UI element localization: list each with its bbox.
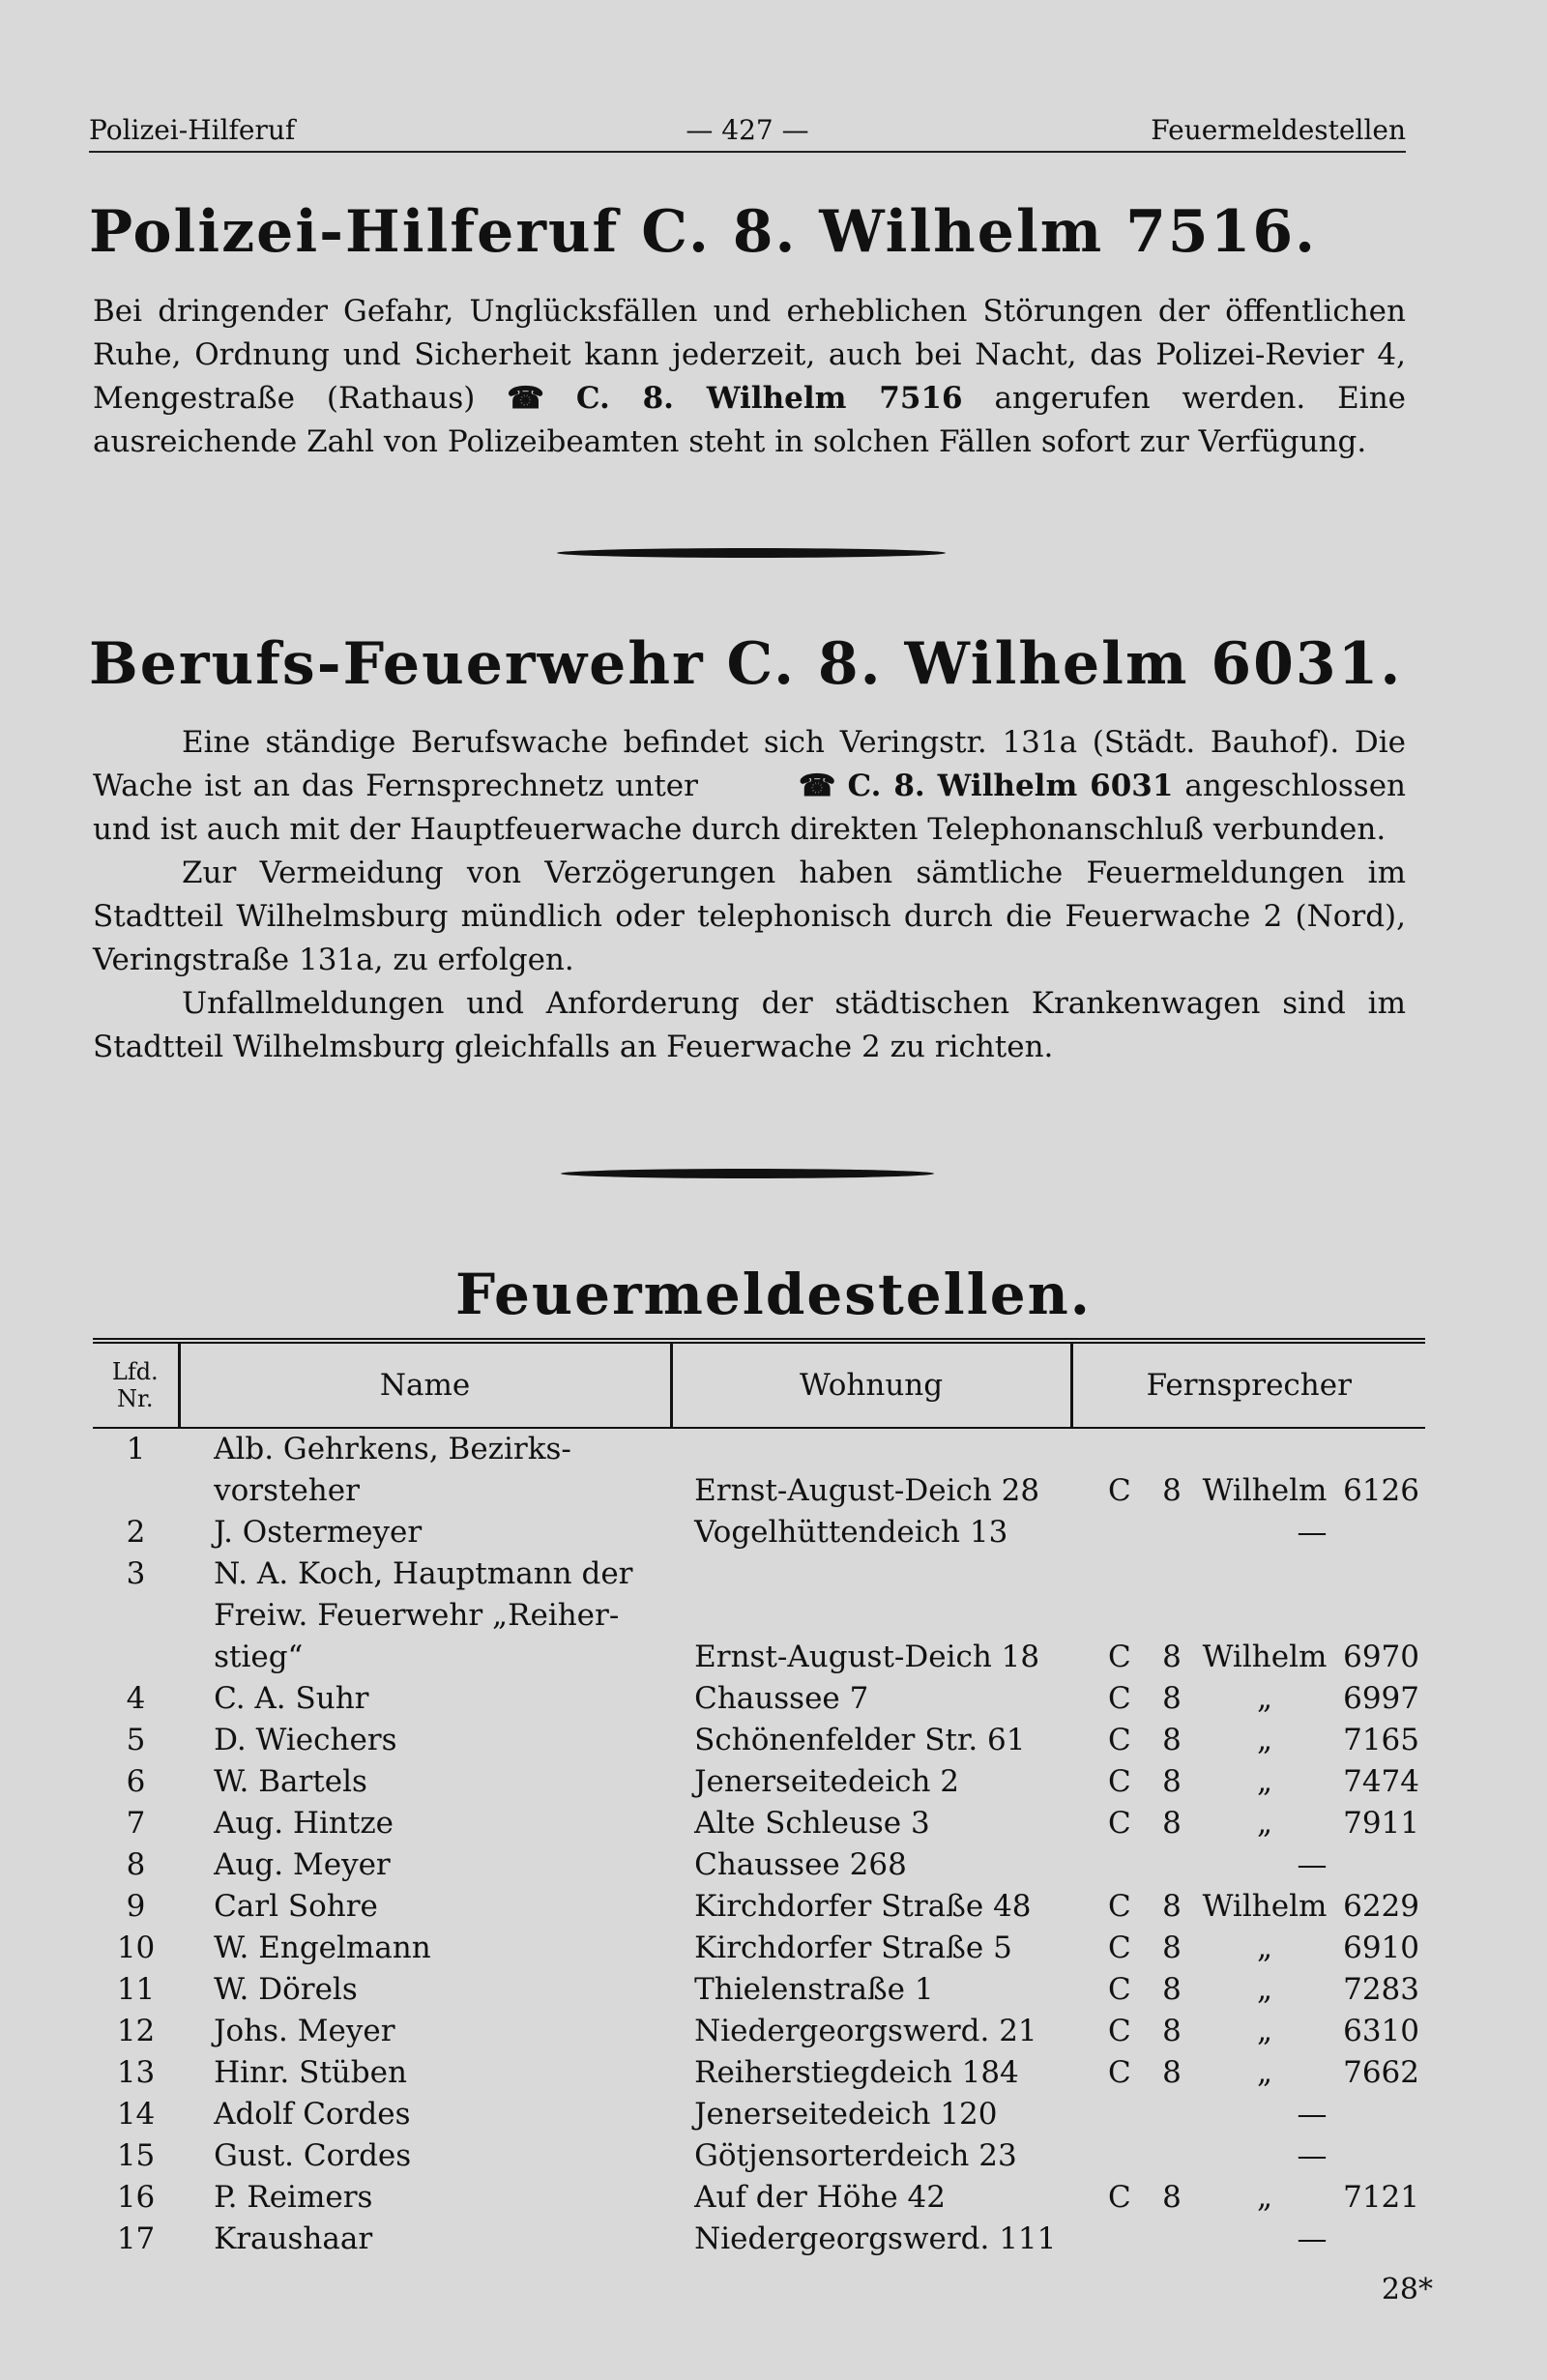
table-row <box>93 1677 1425 1719</box>
phone-number: 7283 <box>1343 1972 1419 2007</box>
exchange-number: 8 <box>1162 1681 1182 1716</box>
header-fernsprecher: Fernsprecher <box>1071 1341 1425 1428</box>
table-row <box>93 2176 1425 2218</box>
row-fernsprecher <box>1071 1428 1425 1469</box>
fire-paragraphs <box>93 721 1406 1069</box>
row-nr <box>93 1469 179 1511</box>
no-phone-dash: — <box>1297 1847 1328 1882</box>
exchange: C <box>1108 1473 1131 1508</box>
row-wohnung: Kirchdorfer Straße 5 <box>694 1930 1012 1965</box>
table-row <box>93 1927 1425 1968</box>
row-name: Aug. Meyer <box>214 1847 391 1882</box>
phone-number: 6229 <box>1343 1889 1419 1924</box>
fire-text-1: Eine ständige Berufswache befindet sich Veringstr. 131a (Städt. Bauhof). Die Wache ist an das Fernsprechnetz unter <box>93 725 1406 803</box>
exchange: C <box>1108 1764 1131 1799</box>
row-nr <box>93 1594 179 1636</box>
table-row <box>93 1636 1425 1677</box>
row-fernsprecher <box>1071 1594 1425 1636</box>
exchange: C <box>1108 1640 1131 1674</box>
phone-number: 7662 <box>1343 2055 1419 2090</box>
row-wohnung <box>671 1594 1071 1636</box>
row-nr: 14 <box>116 2097 156 2132</box>
table-row <box>93 2134 1425 2176</box>
phone-number: 6970 <box>1343 1640 1419 1674</box>
row-nr: 1 <box>126 1432 146 1466</box>
exchange: C <box>1108 2055 1131 2090</box>
header-nr-line-1: Lfd. <box>111 1358 159 1385</box>
running-head-left: Polizei-Hilferuf <box>89 114 296 146</box>
row-fernsprecher <box>1071 1553 1425 1594</box>
exchange: C <box>1108 2014 1131 2048</box>
row-name: J. Ostermeyer <box>214 1515 423 1550</box>
table-row <box>93 1553 1425 1594</box>
row-fernsprecher <box>1071 1677 1425 1719</box>
telephone-icon: ☎ <box>507 381 544 416</box>
row-nr <box>93 1636 179 1677</box>
phone-number: 7474 <box>1343 1764 1419 1799</box>
row-wohnung: Chaussee 268 <box>694 1847 907 1882</box>
row-nr: 9 <box>126 1889 146 1924</box>
row-nr: 3 <box>126 1556 146 1591</box>
row-name: N. A. Koch, Hauptmann der <box>214 1556 633 1591</box>
row-nr: 15 <box>116 2138 156 2173</box>
row-name: Gust. Cordes <box>214 2138 412 2173</box>
row-wohnung: Thielenstraße 1 <box>694 1972 934 2007</box>
row-fernsprecher <box>1071 1760 1425 1802</box>
phone-number: 6310 <box>1343 2014 1419 2048</box>
fire-phone-number: C. 8. Wilhelm 6031 <box>847 769 1174 803</box>
header-name: Name <box>179 1341 671 1428</box>
page-number: — 427 — <box>686 114 809 146</box>
exchange-number: 8 <box>1162 1972 1182 2007</box>
row-nr: 8 <box>126 1847 146 1882</box>
row-nr: 11 <box>116 1972 156 2007</box>
exchange: C <box>1108 1806 1131 1841</box>
table-row <box>93 2051 1425 2093</box>
row-name: Aug. Hintze <box>214 1806 394 1841</box>
line-name: „ <box>1256 1930 1273 1965</box>
table-row <box>93 2093 1425 2134</box>
line-name: „ <box>1256 1972 1273 2007</box>
table-row <box>93 1469 1425 1511</box>
row-name: Adolf Cordes <box>214 2097 411 2132</box>
phone-number: 6910 <box>1343 1930 1419 1965</box>
row-fernsprecher <box>1071 2176 1425 2218</box>
header-rule <box>89 151 1406 153</box>
phone-number: 6126 <box>1343 1473 1419 1508</box>
exchange-number: 8 <box>1162 1806 1182 1841</box>
row-nr: 6 <box>126 1764 146 1799</box>
row-nr: 5 <box>126 1723 146 1757</box>
phone-number: 7911 <box>1343 1806 1419 1841</box>
ornamental-rule <box>557 548 946 558</box>
table-row <box>93 1843 1425 1885</box>
row-fernsprecher <box>1071 1927 1425 1968</box>
row-name: Kraushaar <box>214 2221 373 2256</box>
phone-number: 7165 <box>1343 1723 1419 1757</box>
row-wohnung: Jenerseitedeich 2 <box>694 1764 960 1799</box>
row-fernsprecher <box>1071 2010 1425 2051</box>
line-name: „ <box>1256 1806 1273 1841</box>
row-nr: 2 <box>126 1515 146 1550</box>
row-name: Freiw. Feuerwehr „Reiher- <box>214 1598 620 1633</box>
exchange: C <box>1108 1889 1131 1924</box>
line-name: Wilhelm <box>1202 1473 1328 1508</box>
fire-paragraph-3: Unfallmeldungen und Anforderung der städtischen Krankenwagen sind im Stadtteil Wilhelmsburg gleichfalls an Feuerwache 2 zu richten. <box>93 986 1406 1064</box>
row-fernsprecher <box>1071 1636 1425 1677</box>
exchange-number: 8 <box>1162 1889 1182 1924</box>
row-name: C. A. Suhr <box>214 1681 369 1716</box>
row-nr: 10 <box>116 1930 156 1965</box>
row-wohnung: Ernst-August-Deich 28 <box>694 1473 1040 1508</box>
line-name: „ <box>1256 2014 1273 2048</box>
no-phone-dash: — <box>1297 2138 1328 2173</box>
fire-paragraph-2: Zur Vermeidung von Verzögerungen haben sämtliche Feuermeldungen im Stadtteil Wilhelmsburg mündlich oder telephonisch durch die Feuerwache 2 (Nord), Veringstraße 131a, zu erfolgen. <box>93 856 1406 977</box>
line-name: „ <box>1256 1764 1273 1799</box>
row-nr: 16 <box>116 2180 156 2215</box>
row-wohnung: Götjensorterdeich 23 <box>694 2138 1017 2173</box>
exchange-number: 8 <box>1162 1764 1182 1799</box>
sheet-signature: 28* <box>1381 2273 1433 2307</box>
line-name: „ <box>1256 1723 1273 1757</box>
row-fernsprecher <box>1071 2051 1425 2093</box>
row-name: W. Engelmann <box>214 1930 431 1965</box>
table-row <box>93 1511 1425 1553</box>
exchange: C <box>1108 2180 1131 2215</box>
telephone-icon: ☎ <box>798 769 836 803</box>
row-fernsprecher <box>1071 1843 1425 1885</box>
row-fernsprecher <box>1071 1719 1425 1760</box>
fire-alarm-table <box>93 1338 1425 2259</box>
row-fernsprecher <box>1071 1885 1425 1927</box>
table-row <box>93 1885 1425 1927</box>
row-name: P. Reimers <box>214 2180 373 2215</box>
exchange-number: 8 <box>1162 2055 1182 2090</box>
row-fernsprecher <box>1071 1469 1425 1511</box>
row-wohnung: Niedergeorgswerd. 21 <box>694 2014 1037 2048</box>
running-head-right: Feuermeldestellen <box>1151 114 1406 146</box>
table-row <box>93 1760 1425 1802</box>
exchange: C <box>1108 1723 1131 1757</box>
exchange-number: 8 <box>1162 1723 1182 1757</box>
row-wohnung: Reiherstiegdeich 184 <box>694 2055 1019 2090</box>
fire-title: Berufs-Feuerwehr C. 8. Wilhelm 6031. <box>89 630 1403 698</box>
row-name: Johs. Meyer <box>214 2014 395 2048</box>
header-nr-line-2: Nr. <box>117 1385 154 1412</box>
table-header-row <box>93 1341 1425 1428</box>
table-row <box>93 1968 1425 2010</box>
row-wohnung: Vogelhüttendeich 13 <box>694 1515 1008 1550</box>
police-phone-number: C. 8. Wilhelm 7516 <box>575 381 963 416</box>
row-name: stieg“ <box>214 1640 304 1674</box>
row-wohnung <box>671 1553 1071 1594</box>
table-title: Feuermeldestellen. <box>455 1262 1092 1327</box>
table-row <box>93 2010 1425 2051</box>
exchange-number: 8 <box>1162 1473 1182 1508</box>
police-text-2: angerufen werden. Eine ausreichende Zahl von Polizeibeamten steht in solchen Fällen sofort zur Verfügung. <box>93 381 1407 459</box>
ornamental-rule <box>561 1169 934 1178</box>
row-wohnung: Alte Schleuse 3 <box>694 1806 930 1841</box>
exchange-number: 8 <box>1162 1640 1182 1674</box>
row-fernsprecher <box>1071 1968 1425 2010</box>
row-name: Carl Sohre <box>214 1889 378 1924</box>
row-name: D. Wiechers <box>214 1723 397 1757</box>
table-row <box>93 1594 1425 1636</box>
row-wohnung: Kirchdorfer Straße 48 <box>694 1889 1032 1924</box>
exchange-number: 8 <box>1162 2180 1182 2215</box>
row-fernsprecher <box>1071 2093 1425 2134</box>
line-name: „ <box>1256 1681 1273 1716</box>
table-row <box>93 1428 1425 1469</box>
table-row <box>93 1719 1425 1760</box>
row-wohnung: Chaussee 7 <box>694 1681 869 1716</box>
police-paragraph <box>93 290 1406 464</box>
row-wohnung: Niedergeorgswerd. 111 <box>694 2221 1057 2256</box>
exchange-number: 8 <box>1162 2014 1182 2048</box>
exchange-number: 8 <box>1162 1930 1182 1965</box>
row-nr: 4 <box>126 1681 146 1716</box>
line-name: Wilhelm <box>1202 1889 1328 1924</box>
exchange: C <box>1108 1681 1131 1716</box>
row-fernsprecher <box>1071 1802 1425 1843</box>
phone-number: 6997 <box>1343 1681 1419 1716</box>
row-nr: 17 <box>116 2221 156 2256</box>
exchange: C <box>1108 1930 1131 1965</box>
line-name: „ <box>1256 2055 1273 2090</box>
row-nr: 12 <box>116 2014 156 2048</box>
exchange: C <box>1108 1972 1131 2007</box>
row-wohnung: Auf der Höhe 42 <box>694 2180 946 2215</box>
table-row <box>93 2218 1425 2259</box>
no-phone-dash: — <box>1297 2221 1328 2256</box>
row-nr: 13 <box>116 2055 156 2090</box>
running-head <box>89 114 1406 153</box>
row-fernsprecher <box>1071 2218 1425 2259</box>
police-text-1: Bei dringender Gefahr, Unglücksfällen und erheblichen Störungen der öffentlichen Ruhe, Ordnung und Sicherheit kann jederzeit, auch bei Nacht, das Polizei-Revier 4, Mengestraße (Rathaus) <box>93 294 1406 416</box>
police-title: Polizei-Hilferuf C. 8. Wilhelm 7516. <box>89 198 1318 266</box>
row-fernsprecher <box>1071 1511 1425 1553</box>
line-name: Wilhelm <box>1202 1640 1328 1674</box>
row-wohnung: Jenerseitedeich 120 <box>694 2097 998 2132</box>
table-row <box>93 1802 1425 1843</box>
row-name: Alb. Gehrkens, Bezirks- <box>214 1432 571 1466</box>
table-body <box>93 1428 1425 2259</box>
no-phone-dash: — <box>1297 1515 1328 1550</box>
phone-number: 7121 <box>1343 2180 1419 2215</box>
header-nr <box>93 1341 179 1428</box>
header-wohnung: Wohnung <box>671 1341 1071 1428</box>
row-fernsprecher <box>1071 2134 1425 2176</box>
row-name: W. Dörels <box>214 1972 358 2007</box>
no-phone-dash: — <box>1297 2097 1328 2132</box>
row-nr: 7 <box>126 1806 146 1841</box>
row-name: W. Bartels <box>214 1764 367 1799</box>
line-name: „ <box>1256 2180 1273 2215</box>
row-wohnung: Ernst-August-Deich 18 <box>694 1640 1040 1674</box>
fire-text-2: angeschlossen und ist auch mit der Hauptfeuerwache durch direkten Telephonanschluß verbunden. <box>93 769 1407 847</box>
row-wohnung <box>671 1428 1071 1469</box>
row-wohnung: Schönenfelder Str. 61 <box>694 1723 1026 1757</box>
row-name: vorsteher <box>214 1473 360 1508</box>
row-name: Hinr. Stüben <box>214 2055 407 2090</box>
